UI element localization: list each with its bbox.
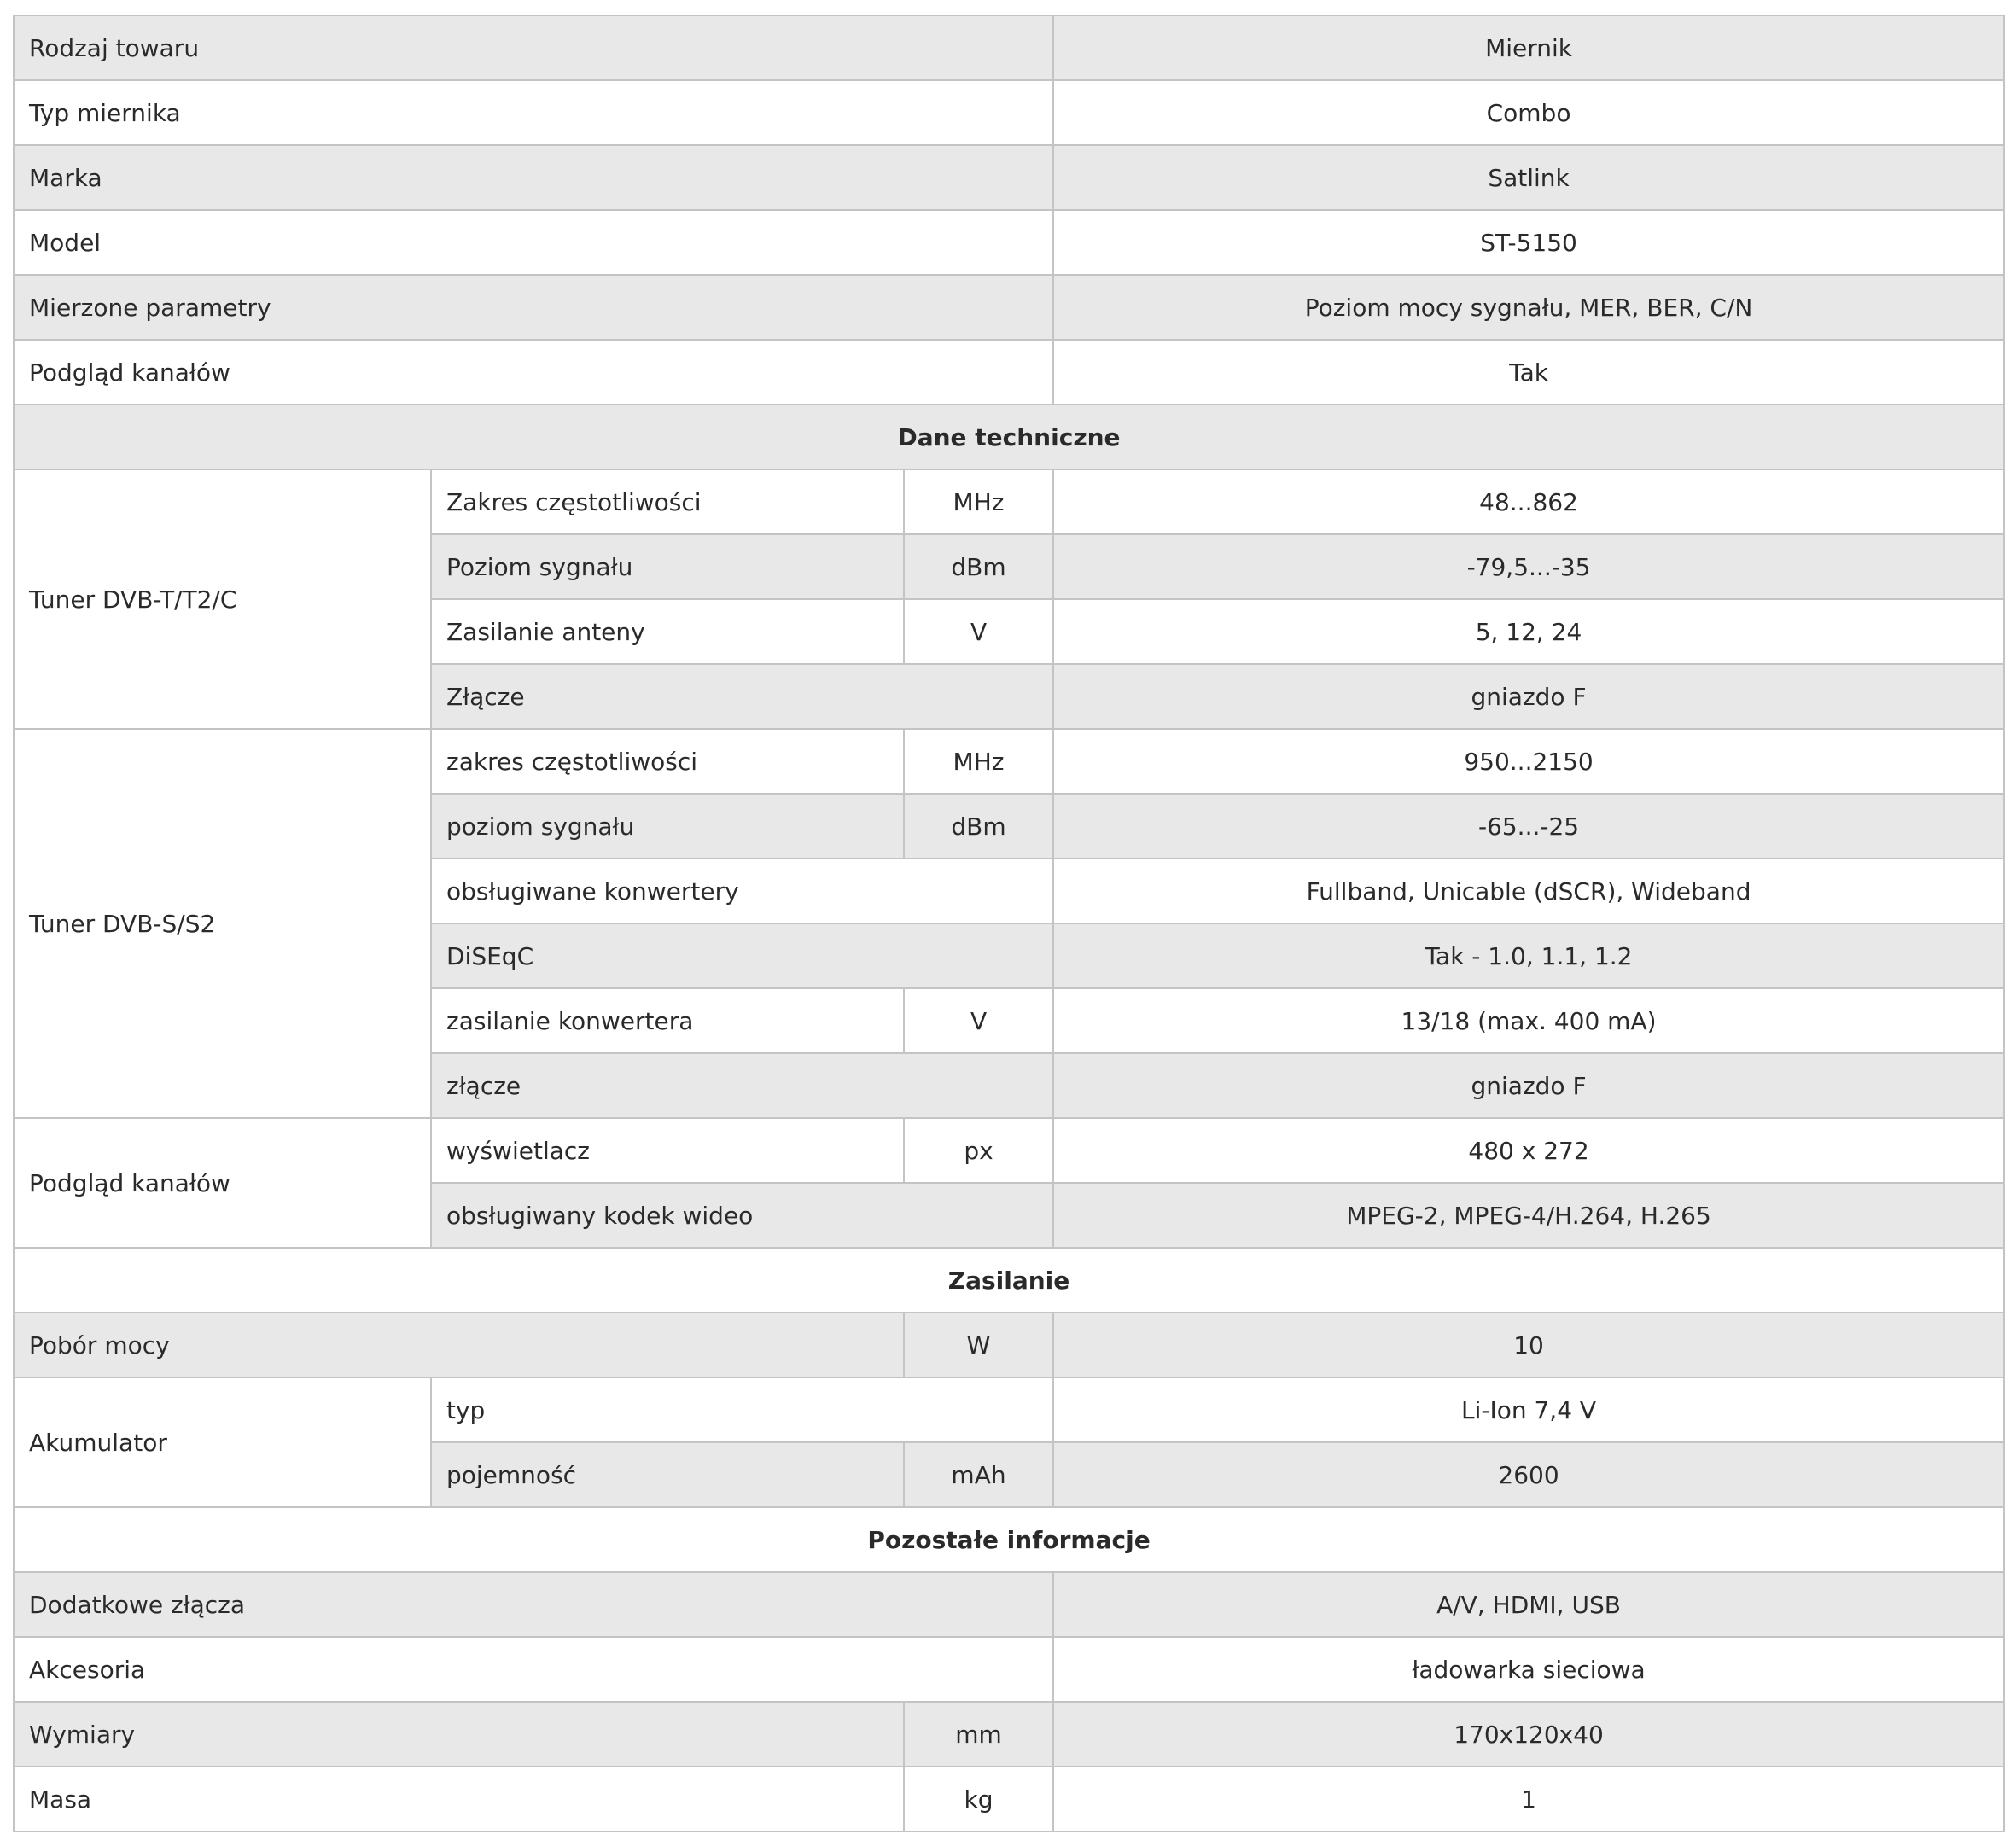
table-row (14, 1313, 2004, 1377)
table-row (14, 1572, 2004, 1637)
table-row (14, 729, 2004, 794)
spec-label: Masa (14, 1767, 904, 1831)
spec-label: Model (14, 210, 1053, 275)
spec-label: Złącze (431, 664, 1053, 729)
spec-label: Zasilanie anteny (431, 599, 904, 664)
table-row (14, 340, 2004, 405)
spec-label: Rodzaj towaru (14, 15, 1053, 80)
spec-value: ładowarka sieciowa (1053, 1637, 2004, 1702)
spec-label: Dodatkowe złącza (14, 1572, 1053, 1637)
table-row (14, 469, 2004, 534)
spec-label: Marka (14, 145, 1053, 210)
spec-value: ST-5150 (1053, 210, 2004, 275)
spec-label: DiSEqC (431, 923, 1053, 988)
spec-label: poziom sygnału (431, 794, 904, 859)
spec-value: -65...-25 (1053, 794, 2004, 859)
spec-label: wyświetlacz (431, 1118, 904, 1183)
table-row (14, 145, 2004, 210)
spec-value: 1 (1053, 1767, 2004, 1831)
group-label-tuner-t: Tuner DVB-T/T2/C (14, 469, 431, 729)
spec-unit: dBm (904, 794, 1053, 859)
spec-value: Poziom mocy sygnału, MER, BER, C/N (1053, 275, 2004, 340)
table-row (14, 275, 2004, 340)
spec-unit: kg (904, 1767, 1053, 1831)
spec-value: Li-Ion 7,4 V (1053, 1377, 2004, 1442)
spec-unit: px (904, 1118, 1053, 1183)
spec-value: Satlink (1053, 145, 2004, 210)
spec-label: Akcesoria (14, 1637, 1053, 1702)
spec-label: obsługiwany kodek wideo (431, 1183, 1053, 1248)
section-title-technical: Dane techniczne (14, 405, 2004, 469)
table-row (14, 80, 2004, 145)
section-title-power: Zasilanie (14, 1248, 2004, 1313)
spec-value: Fullband, Unicable (dSCR), Wideband (1053, 859, 2004, 923)
spec-label: Wymiary (14, 1702, 904, 1767)
spec-value: Tak - 1.0, 1.1, 1.2 (1053, 923, 2004, 988)
spec-unit: mm (904, 1702, 1053, 1767)
spec-value: 10 (1053, 1313, 2004, 1377)
section-title-other: Pozostałe informacje (14, 1507, 2004, 1572)
table-row (14, 1767, 2004, 1831)
table-row (14, 1637, 2004, 1702)
spec-value: Combo (1053, 80, 2004, 145)
spec-value: 950...2150 (1053, 729, 2004, 794)
section-header-row (14, 1248, 2004, 1313)
spec-label: złącze (431, 1053, 1053, 1118)
spec-label: Podgląd kanałów (14, 340, 1053, 405)
spec-value: gniazdo F (1053, 664, 2004, 729)
table-row (14, 1118, 2004, 1183)
spec-value: -79,5...-35 (1053, 534, 2004, 599)
table-row (14, 210, 2004, 275)
spec-label: typ (431, 1377, 1053, 1442)
spec-unit: V (904, 988, 1053, 1053)
spec-unit: MHz (904, 469, 1053, 534)
spec-value: 48...862 (1053, 469, 2004, 534)
spec-label: zakres częstotliwości (431, 729, 904, 794)
group-label-preview: Podgląd kanałów (14, 1118, 431, 1248)
spec-value: 13/18 (max. 400 mA) (1053, 988, 2004, 1053)
spec-value: 2600 (1053, 1442, 2004, 1507)
group-label-tuner-s: Tuner DVB-S/S2 (14, 729, 431, 1118)
spec-label: obsługiwane konwertery (431, 859, 1053, 923)
spec-value: 5, 12, 24 (1053, 599, 2004, 664)
spec-value: Tak (1053, 340, 2004, 405)
spec-value: 170x120x40 (1053, 1702, 2004, 1767)
spec-unit: W (904, 1313, 1053, 1377)
spec-label: Zakres częstotliwości (431, 469, 904, 534)
spec-label: pojemność (431, 1442, 904, 1507)
spec-unit: mAh (904, 1442, 1053, 1507)
spec-value: A/V, HDMI, USB (1053, 1572, 2004, 1637)
spec-unit: dBm (904, 534, 1053, 599)
table-row (14, 1377, 2004, 1442)
spec-value: MPEG-2, MPEG-4/H.264, H.265 (1053, 1183, 2004, 1248)
spec-table (13, 15, 2005, 1832)
spec-label: Poziom sygnału (431, 534, 904, 599)
spec-unit: MHz (904, 729, 1053, 794)
table-row (14, 15, 2004, 80)
spec-value: Miernik (1053, 15, 2004, 80)
spec-label: zasilanie konwertera (431, 988, 904, 1053)
spec-unit: V (904, 599, 1053, 664)
spec-value: 480 x 272 (1053, 1118, 2004, 1183)
table-row (14, 1702, 2004, 1767)
section-header-row (14, 405, 2004, 469)
spec-label: Mierzone parametry (14, 275, 1053, 340)
spec-label: Pobór mocy (14, 1313, 904, 1377)
group-label-battery: Akumulator (14, 1377, 431, 1507)
spec-label: Typ miernika (14, 80, 1053, 145)
section-header-row (14, 1507, 2004, 1572)
spec-value: gniazdo F (1053, 1053, 2004, 1118)
